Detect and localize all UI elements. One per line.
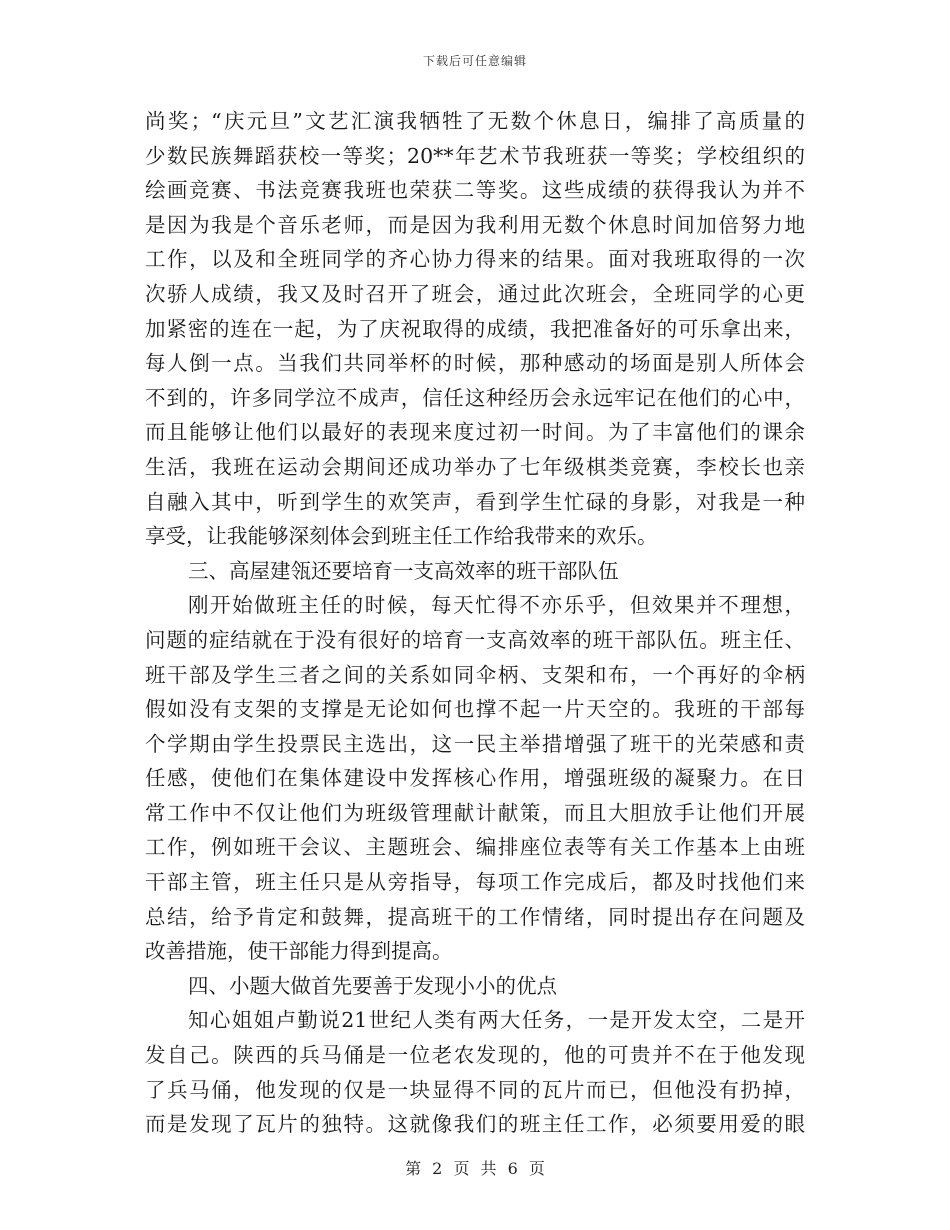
text-line: 少数民族舞蹈获校一等奖；20**年艺术节我班获一等奖；学校组织的 <box>145 143 805 168</box>
text-line: 总结，给予肯定和鼓舞，提高班干的工作情绪，同时提出存在问题及 <box>145 904 805 929</box>
page-header: 下载后可任意编辑 <box>422 54 527 68</box>
paragraph <box>145 104 805 554</box>
text-line: 自融入其中，听到学生的欢笑声，看到学生忙碌的身影，对我是一种 <box>145 489 805 514</box>
text-line: 加紧密的连在一起，为了庆祝取得的成绩，我把准备好的可乐拿出来， <box>145 316 805 341</box>
text-line: 不到的，许多同学泣不成声，信任这种经历会永远牢记在他们的心中， <box>145 385 805 410</box>
text-line: 改善措施，使干部能力得到提高。 <box>145 939 453 964</box>
text-line: 发自己。陕西的兵马俑是一位老农发现的，他的可贵并不在于他发现 <box>145 1043 805 1068</box>
paragraph <box>145 1003 805 1141</box>
text-line: 而且能够让他们以最好的表现来度过初一时间。为了丰富他们的课余 <box>145 420 805 445</box>
section-heading: 三、高屋建瓴还要培育一支高效率的班干部队伍 <box>188 558 619 583</box>
text-line: 每人倒一点。当我们共同举杯的时候，那种感动的场面是别人所体会 <box>145 351 805 376</box>
text-line: 假如没有支架的支撑是无论如何也撑不起一片天空的。我班的干部每 <box>145 697 805 722</box>
text-line: 刚开始做班主任的时候，每天忙得不亦乐乎，但效果并不理想， <box>188 593 805 618</box>
text-line: 任感，使他们在集体建设中发挥核心作用，增强班级的凝聚力。在日 <box>145 766 805 791</box>
text-line: 个学期由学生投票民主选出，这一民主举措增强了班干的光荣感和责 <box>145 731 805 756</box>
text-line: 了兵马俑，他发现的仅是一块显得不同的瓦片而已，但他没有扔掉， <box>145 1077 805 1102</box>
text-line: 绘画竞赛、书法竞赛我班也荣获二等奖。这些成绩的获得我认为并不 <box>145 178 805 203</box>
text-line: 知心姐姐卢勤说21世纪人类有两大任务，一是开发太空，二是开 <box>188 1008 805 1033</box>
text-line: 而是发现了瓦片的独特。这就像我们的班主任工作，必须要用爱的眼 <box>145 1112 805 1137</box>
text-line: 常工作中不仅让他们为班级管理献计献策，而且大胆放手让他们开展 <box>145 800 805 825</box>
text-line: 干部主管，班主任只是从旁指导，每项工作完成后，都及时找他们来 <box>145 870 805 895</box>
document-body <box>145 104 805 1142</box>
text-line: 班干部及学生三者之间的关系如同伞柄、支架和布，一个再好的伞柄 <box>145 662 805 687</box>
text-line: 工作，以及和全班同学的齐心协力得来的结果。面对我班取得的一次 <box>145 247 805 272</box>
text-line: 享受，让我能够深刻体会到班主任工作给我带来的欢乐。 <box>145 524 658 549</box>
page-number: 第 2 页 共 6 页 <box>405 1159 545 1178</box>
section-heading: 四、小题大做首先要善于发现小小的优点 <box>188 973 557 998</box>
text-line: 工作，例如班干会议、主题班会、编排座位表等有关工作基本上由班 <box>145 835 805 860</box>
paragraph <box>145 588 805 969</box>
text-line: 生活，我班在运动会期间还成功举办了七年级棋类竞赛，李校长也亲 <box>145 454 805 479</box>
text-line: 次骄人成绩，我又及时召开了班会，通过此次班会，全班同学的心更 <box>145 281 805 306</box>
text-line: 尚奖；“庆元旦”文艺汇演我牺牲了无数个休息日，编排了高质量的 <box>145 109 805 133</box>
text-line: 是因为我是个音乐老师，而是因为我利用无数个休息时间加倍努力地 <box>145 212 805 237</box>
text-line: 问题的症结就在于没有很好的培育一支高效率的班干部队伍。班主任、 <box>145 627 805 652</box>
